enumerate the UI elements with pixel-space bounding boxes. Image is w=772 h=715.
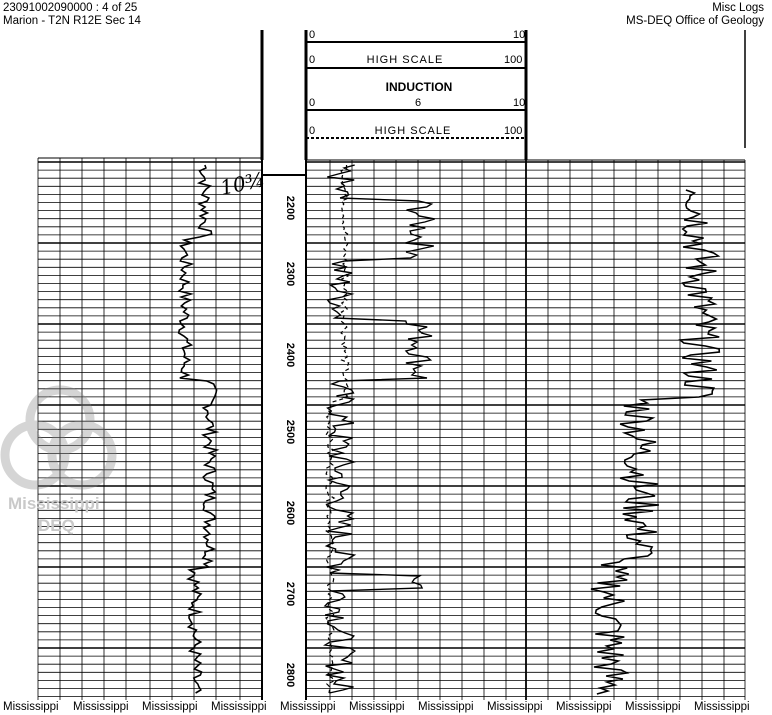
footer-label: Mississippi (418, 701, 474, 713)
casing-note: 10¾ (218, 167, 267, 200)
depth-label: 2300 (284, 261, 296, 287)
hs1-left: 0 (309, 54, 316, 66)
depth-label: 2400 (284, 342, 296, 368)
depth-label: 2200 (284, 195, 296, 221)
document-id: 23091002090000 : 4 of 25 (3, 2, 138, 14)
row3-mid: 6 (415, 97, 422, 109)
footer-label: Mississippi (73, 701, 129, 713)
footer-label: Mississippi (280, 701, 336, 713)
row1-right: 10 (513, 29, 526, 41)
right-track-grid (306, 160, 745, 700)
footer-label: Mississippi (142, 701, 198, 713)
hs1-label: HIGH SCALE (366, 54, 444, 66)
footer-label: Mississippi (625, 701, 681, 713)
footer-label: Mississippi (694, 701, 750, 713)
depth-label: 2800 (284, 662, 296, 688)
footer-label: Mississippi (487, 701, 543, 713)
induction-title: INDUCTION (385, 80, 453, 94)
depth-label: 2700 (284, 581, 296, 607)
footer-label: Mississippi (3, 701, 59, 713)
row3-right: 10 (513, 97, 526, 109)
log-category: Misc Logs (712, 2, 764, 14)
footer-strip (0, 700, 772, 715)
hs2-right: 100 (504, 125, 523, 137)
footer-label: Mississippi (556, 701, 612, 713)
office-label: MS-DEQ Office of Geology (626, 15, 764, 27)
hs2-left: 0 (309, 125, 316, 137)
footer-label: Mississippi (349, 701, 405, 713)
depth-label: 2500 (284, 419, 296, 445)
location-label: Marion - T2N R12E Sec 14 (3, 15, 141, 27)
hs1-right: 100 (504, 54, 523, 66)
depth-label: 2600 (284, 500, 296, 526)
row3-left: 0 (309, 97, 316, 109)
hs2-label: HIGH SCALE (374, 125, 452, 137)
footer-label: Mississippi (211, 701, 267, 713)
watermark-text: DEQ (38, 516, 75, 535)
depth-labels (284, 196, 296, 687)
scale-header-box (262, 30, 745, 160)
row1-left: 0 (309, 29, 316, 41)
watermark-text: Mississippi (8, 494, 100, 513)
